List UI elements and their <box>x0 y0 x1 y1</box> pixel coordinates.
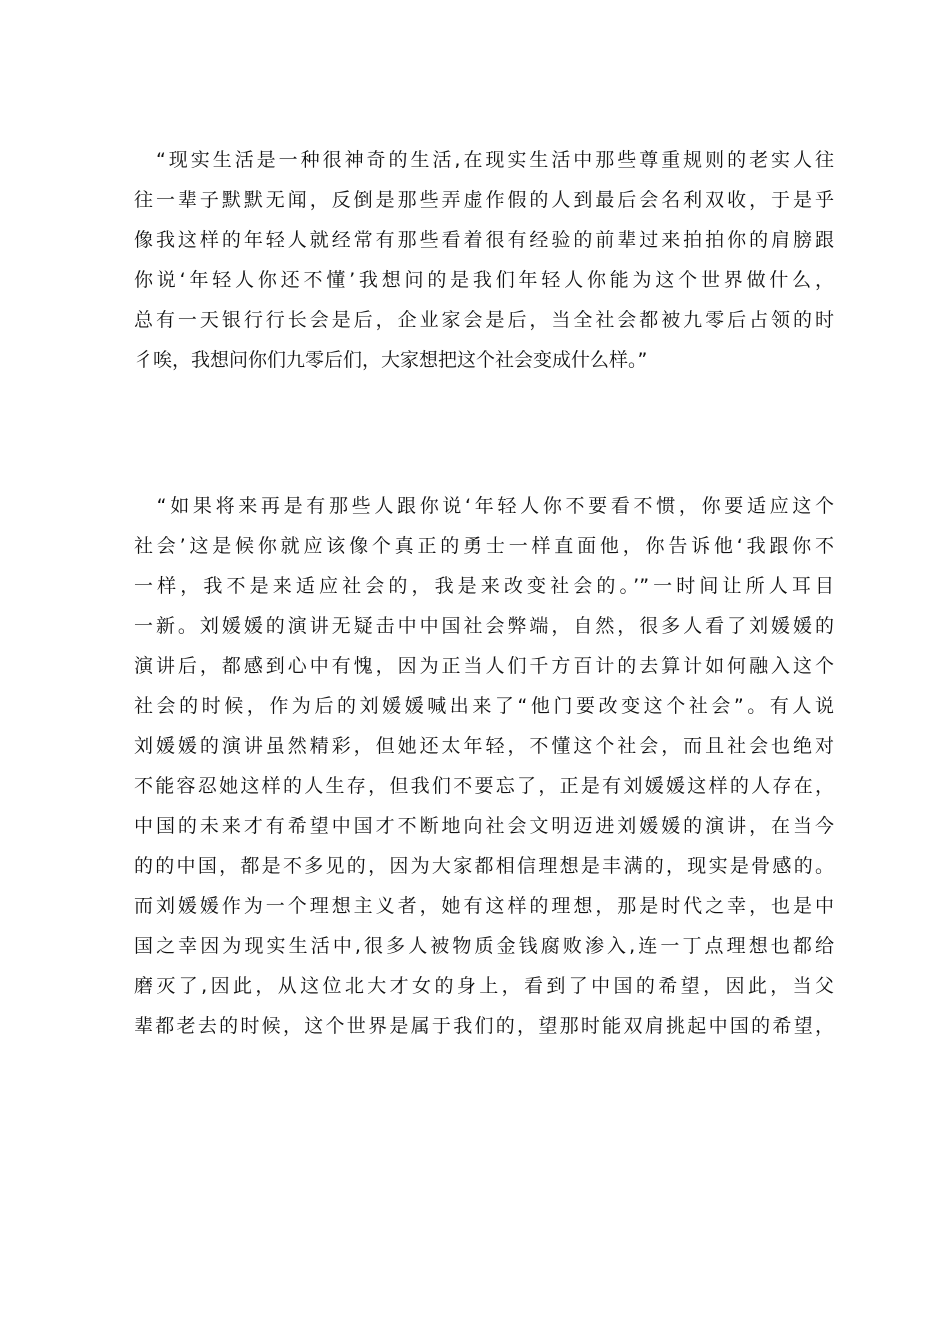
text-line: 一新。刘媛媛的演讲无疑击中中国社会弊端，自然，很多人看了刘媛媛的 <box>134 615 834 637</box>
text-line: 总有一天银行行长会是后，企业家会是后，当全社会都被九零后占领的时 <box>134 309 834 331</box>
paragraph-2 <box>134 486 834 1046</box>
text-line: “如果将来再是有那些人跟你说‘年轻人你不要看不惯，你要适应这个 <box>134 495 834 517</box>
text-line: 一样，我不是来适应社会的，我是来改变社会的。’”一时间让所人耳目 <box>134 575 834 597</box>
text-line: 往一辈子默默无闻，反倒是那些弄虚作假的人到最后会名利双收，于是乎 <box>134 189 834 211</box>
text-line: 国之幸因为现实生活中,很多人被物质金钱腐败渗入,连一丁点理想也都给 <box>134 935 834 957</box>
text-line: “现实生活是一种很神奇的生活,在现实生活中那些尊重规则的老实人往 <box>134 149 834 171</box>
text-line: 像我这样的年轻人就经常有那些看着很有经验的前辈过来拍拍你的肩膀跟 <box>134 229 834 251</box>
text-line: 而刘媛媛作为一个理想主义者，她有这样的理想，那是时代之幸，也是中 <box>134 895 834 917</box>
text-line: 辈都老去的时候，这个世界是属于我们的，望那时能双肩挑起中国的希望， <box>134 1015 834 1037</box>
text-line: 社会的时候，作为后的刘媛媛喊出来了“他门要改变这个社会”。有人说 <box>134 695 834 717</box>
text-line: 的的中国，都是不多见的，因为大家都相信理想是丰满的，现实是骨感的。 <box>134 855 834 877</box>
text-line: 彳唉，我想问你们九零后们，大家想把这个社会变成什么样。” <box>134 349 648 371</box>
text-line: 演讲后，都感到心中有愧，因为正当人们千方百计的去算计如何融入这个 <box>134 655 834 677</box>
text-line: 中国的未来才有希望中国才不断地向社会文明迈进刘媛媛的演讲，在当今 <box>134 815 834 837</box>
text-line: 你说‘年轻人你还不懂’我想问的是我们年轻人你能为这个世界做什么， <box>134 269 834 291</box>
text-line: 刘媛媛的演讲虽然精彩，但她还太年轻，不懂这个社会，而且社会也绝对 <box>134 735 834 757</box>
text-line: 磨灭了,因此，从这位北大才女的身上，看到了中国的希望，因此，当父 <box>134 975 834 997</box>
paragraph-1 <box>134 140 834 380</box>
text-line: 不能容忍她这样的人生存，但我们不要忘了，正是有刘媛媛这样的人存在， <box>134 775 834 797</box>
text-line: 社会’这是候你就应该像个真正的勇士一样直面他，你告诉他‘我跟你不 <box>134 535 834 557</box>
